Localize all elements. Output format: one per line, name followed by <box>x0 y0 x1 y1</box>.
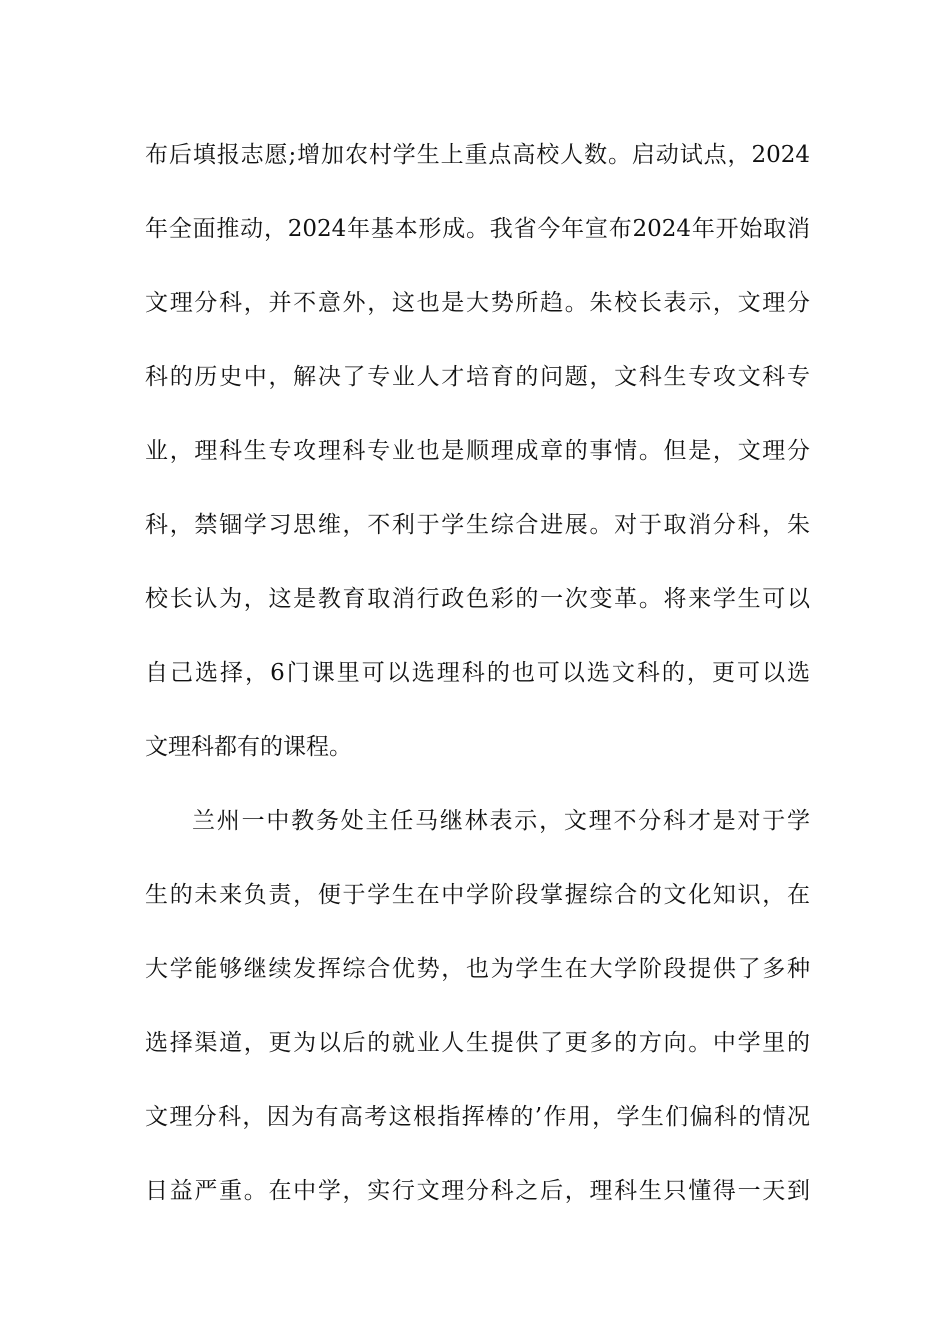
text-line-paragraph-end: 文理科都有的课程。 <box>145 734 352 760</box>
text-line-paragraph-start: 兰州一中教务处主任马继林表示，文理不分科才是对于学 <box>192 808 810 834</box>
text-line: 科的历史中，解决了专业人才培育的问题，文科生专攻文科专 <box>145 364 810 390</box>
text-line: 生的未来负责，便于学生在中学阶段掌握综合的文化知识，在 <box>145 882 810 908</box>
text-line: 选择渠道，更为以后的就业人生提供了更多的方向。中学里的 <box>145 1030 810 1056</box>
text-line: 布后填报志愿;增加农村学生上重点高校人数。启动试点，2024 <box>145 142 810 168</box>
text-line: 校长认为，这是教育取消行政色彩的一次变革。将来学生可以 <box>145 586 810 612</box>
text-line: 文理分科，因为有高考这根指挥棒的’作用，学生们偏科的情况 <box>145 1104 810 1130</box>
text-line: 科，禁锢学习思维，不利于学生综合进展。对于取消分科，朱 <box>145 512 810 538</box>
text-line: 大学能够继续发挥综合优势，也为学生在大学阶段提供了多种 <box>145 956 810 982</box>
text-line: 文理分科，并不意外，这也是大势所趋。朱校长表示，文理分 <box>145 290 810 316</box>
text-line: 业，理科生专攻理科专业也是顺理成章的事情。但是，文理分 <box>145 438 810 464</box>
text-line: 自己选择，6门课里可以选理科的也可以选文科的，更可以选 <box>145 660 810 686</box>
text-line: 日益严重。在中学，实行文理分科之后，理科生只懂得一天到 <box>145 1178 810 1204</box>
text-line: 年全面推动，2024年基本形成。我省今年宣布2024年开始取消 <box>145 216 810 242</box>
